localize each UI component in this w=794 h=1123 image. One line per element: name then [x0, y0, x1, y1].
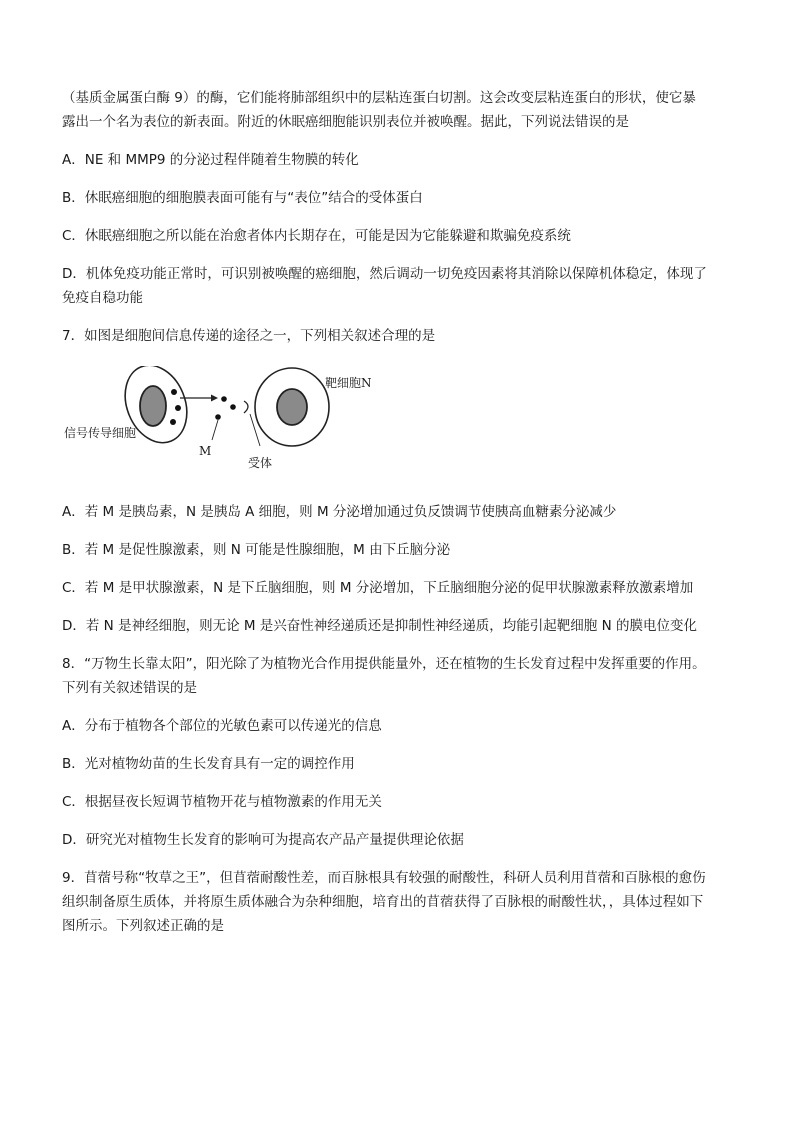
- receptor-shape: [244, 401, 248, 413]
- q7-option-d: D．若 N 是神经细胞，则无论 M 是兴奋性神经递质还是抑制性神经递质，均能引起靶细胞 N 的膜电位变化: [62, 618, 697, 634]
- signal-molecule: [230, 404, 236, 410]
- document-page: [62, 86, 742, 938]
- q6-option-d-continued: 免疫自稳功能: [62, 290, 143, 306]
- cell-signaling-figure: [62, 366, 742, 486]
- q6-option-d: D．机体免疫功能正常时，可识别被唤醒的癌细胞，然后调动一切免疫因素将其消除以保障机体稳定，体现了: [62, 266, 707, 282]
- q8-option-c: C．根据昼夜长短调节植物开花与植物激素的作用无关: [62, 794, 382, 810]
- cell-signaling-diagram: [62, 366, 742, 486]
- m-pointer: [212, 420, 218, 440]
- q6-option-c: C．休眠癌细胞之所以能在治愈者体内长期存在，可能是因为它能躲避和欺骗免疫系统: [62, 228, 571, 244]
- label-target-cell: 靶细胞N: [325, 376, 372, 390]
- label-signal-cell: 信号传导细胞: [64, 426, 137, 440]
- q6-option-b: B．休眠癌细胞的细胞膜表面可能有与“表位”结合的受体蛋白: [62, 190, 423, 206]
- q9-stem-line-2: 组织制备原生质体，并将原生质体融合为杂种细胞，培育出的苜蓿获得了百脉根的耐酸性状，，具体过程如下: [62, 894, 704, 910]
- target-cell-nucleus: [277, 389, 307, 425]
- label-receptor: 受体: [248, 456, 273, 470]
- q7-option-a: A．若 M 是胰岛素，N 是胰岛 A 细胞，则 M 分泌增加通过负反馈调节使胰高血糖素分泌减少: [62, 504, 617, 520]
- q6-stem-line-2: 露出一个名为表位的新表面。附近的休眠癌细胞能识别表位并被唤醒。据此，下列说法错误的是: [62, 114, 629, 130]
- vesicle: [170, 419, 176, 425]
- vesicle: [175, 405, 181, 411]
- signal-molecule: [215, 414, 221, 420]
- q9-stem-line-1: 9．苜蓿号称“牧草之王”，但苜蓿耐酸性差，而百脉根具有较强的耐酸性，科研人员利用苜蓿和百脉根的愈伤: [62, 870, 706, 886]
- signal-molecule: [221, 396, 227, 402]
- receptor-pointer: [250, 414, 260, 446]
- q8-option-a: A．分布于植物各个部位的光敏色素可以传递光的信息: [62, 718, 382, 734]
- q7-option-c: C．若 M 是甲状腺激素，N 是下丘脑细胞，则 M 分泌增加，下丘脑细胞分泌的促甲状腺激素释放激素增加: [62, 580, 694, 596]
- label-m: M: [199, 444, 212, 458]
- q6-option-a: A．NE 和 MMP9 的分泌过程伴随着生物膜的转化: [62, 152, 359, 168]
- signal-cell-nucleus: [140, 386, 166, 426]
- q8-option-b: B．光对植物幼苗的生长发育具有一定的调控作用: [62, 756, 355, 772]
- q7-stem: 7．如图是细胞间信息传递的途径之一，下列相关叙述合理的是: [62, 328, 436, 344]
- vesicle: [171, 389, 177, 395]
- q8-stem-line-1: 8．“万物生长靠太阳”，阳光除了为植物光合作用提供能量外，还在植物的生长发育过程中发挥重要的作用。: [62, 656, 706, 672]
- q7-option-b: B．若 M 是促性腺激素，则 N 可能是性腺细胞，M 由下丘脑分泌: [62, 542, 451, 558]
- q6-stem-line-1: （基质金属蛋白酶 9）的酶，它们能将肺部组织中的层粘连蛋白切割。这会改变层粘连蛋白的形状，使它暴: [62, 90, 696, 106]
- q9-stem-line-3: 图所示。下列叙述正确的是: [62, 918, 224, 934]
- arrow-head-icon: [211, 395, 218, 402]
- q8-option-d: D．研究光对植物生长发育的影响可为提高农产品产量提供理论依据: [62, 832, 464, 848]
- q8-stem-line-2: 下列有关叙述错误的是: [62, 680, 197, 696]
